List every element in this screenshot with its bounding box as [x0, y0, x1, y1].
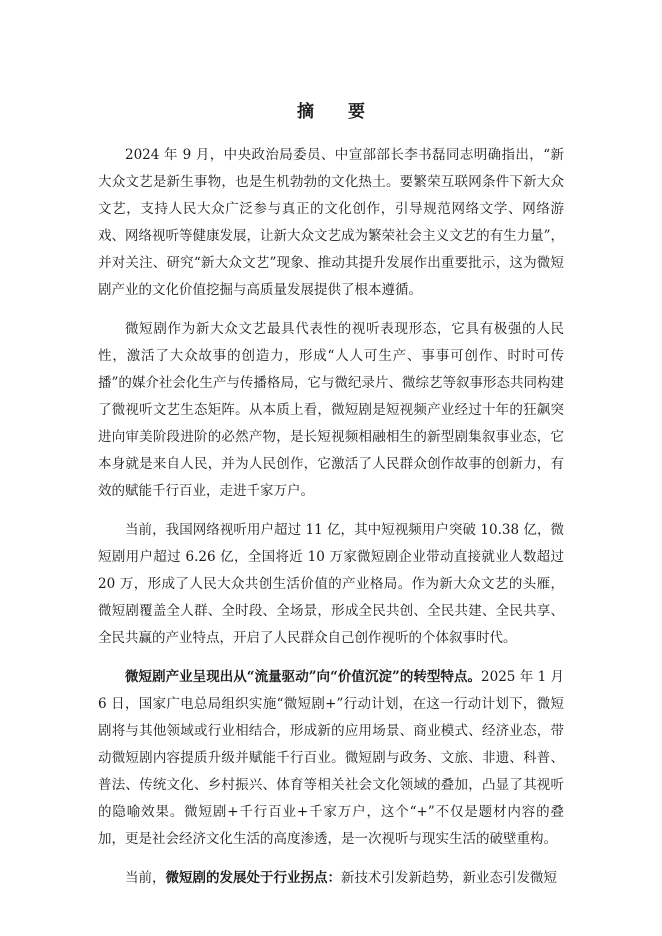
paragraph [98, 664, 564, 853]
paragraph-bold-lead: 微短剧产业呈现出从“流量驱动”向“价值沉淀”的转型特点。 [125, 669, 482, 685]
paragraph-text: 2025 年 1 月 6 日，国家广电总局组织实施“微短剧+”行动计划，在这一行动计划下，微短剧将与其他领域或行业相结合，形成新的应用场景、商业模式、经济业态，带动微短剧内容提质升级并赋能千行百业。微短剧与政务、文旅、非遗、科普、普法、传统文化、乡村振兴、体育等相关社会文化领域的叠加，凸显了其视听的隐喻效果。微短剧+千行百业+千家万户，这个“+”不仅是题材内容的叠加，更是社会经济文化生活的高度渗透，是一次视听与现实生活的破壁重构。 [98, 669, 564, 847]
abstract-title: 摘 要 [297, 102, 379, 122]
paragraph-text: 当前，我国网络视听用户超过 11 亿，其中短视频用户突破 10.38 亿，微短剧用户超过 6.26 亿，全国将近 10 万家微短剧企业带动直接就业人数超过 20 万，形成了人民大众共创生活价值的产业格局。作为新大众文艺的头雁，微短剧覆盖全人群、全时段、全场景，形成全民共创、全民共建、全民共享、全民共赢的产业特点，开启了人民群众自己创作视听的个体叙事时代。 [98, 522, 564, 646]
paragraph-text: 当前， [125, 870, 166, 886]
paragraph [98, 142, 564, 304]
paragraph-text: 2024 年 9 月，中央政治局委员、中宣部部长李书磊同志明确指出，“新大众文艺是新生事物，也是生机勃勃的文化热土。要繁荣互联网条件下新大众文艺，支持人民大众广泛参与真正的文化创作，引导规范网络文学、网络游戏、网络视听等健康发展，让新大众文艺成为繁荣社会主义文艺的有生力量”，并对关注、研究“新大众文艺”现象、推动其提升发展作出重要批示，这为微短剧产业的文化价值挖掘与高质量发展提供了根本遵循。 [98, 147, 564, 298]
paragraph [98, 517, 564, 652]
paragraph [98, 865, 564, 892]
paragraph-bold-phrase: 微短剧的发展处于行业拐点： [165, 870, 341, 886]
paragraph [98, 316, 564, 505]
paragraph-text: 微短剧作为新大众文艺最具代表性的视听表现形态，它具有极强的人民性，激活了大众故事的创造力，形成“人人可生产、事事可创作、时时可传播”的媒介社会化生产与传播格局，它与微纪录片、微综艺等叙事形态共同构建了微视听文艺生态矩阵。从本质上看，微短剧是短视频产业经过十年的狂飙突进向审美阶段进阶的必然产物，是长短视频相融相生的新型剧集叙事业态，它本身就是来自人民，并为人民创作，它激活了人民群众创作故事的创新力，有效的赋能千行百业，走进千家万户。 [98, 321, 564, 499]
abstract-body [98, 142, 564, 904]
paragraph-text: 新技术引发新趋势，新业态引发微短 [341, 870, 557, 886]
